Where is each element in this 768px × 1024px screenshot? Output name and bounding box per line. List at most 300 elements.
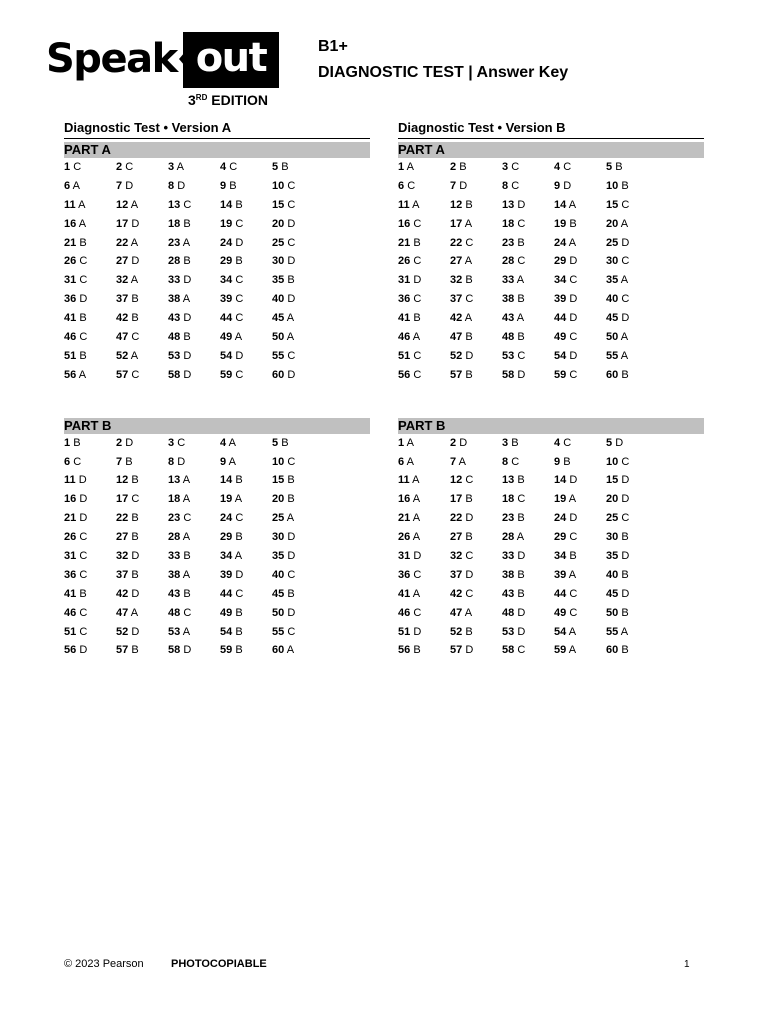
question-number: 58 [502,368,515,381]
answer-letter: C [621,455,630,468]
logo-edition [188,92,268,108]
answer-letter: C [517,493,526,506]
question-number: 56 [398,368,411,381]
question-number: 40 [606,568,619,581]
question-number: 36 [398,568,411,581]
question-number: 38 [168,293,181,306]
answer-letter: A [182,625,191,638]
answer-letter: C [287,198,296,211]
edition-suffix: RD [195,93,208,102]
answer-item [502,434,554,453]
answer-item [606,585,658,604]
answer-letter: D [287,368,296,381]
answer-letter: C [235,217,244,230]
question-number: 42 [116,312,129,325]
question-number: 6 [64,179,71,192]
answer-letter: B [563,455,571,468]
answer-item [554,566,606,585]
answer-item [502,623,554,642]
question-number: 54 [220,625,233,638]
answer-letter: D [621,474,630,487]
answer-letter: C [235,512,244,525]
answer-letter: A [412,512,421,525]
answer-letter: C [407,179,416,192]
answer-item [64,271,116,290]
answer-item [116,547,168,566]
question-number: 11 [64,198,76,211]
answer-letter: C [517,217,526,230]
answer-item [272,252,324,271]
question-number: 8 [168,455,175,468]
part-heading: PART A [398,142,704,158]
question-number: 59 [220,368,233,381]
answer-item [502,234,554,253]
answer-letter: C [183,512,192,525]
answer-letter: C [465,550,474,563]
answer-item [398,528,450,547]
answer-letter: D [235,236,244,249]
answer-letter: C [131,368,140,381]
answer-item [272,234,324,253]
answer-item [116,234,168,253]
answer-letter: A [516,274,525,287]
answer-letter: B [235,606,243,619]
answer-item [606,566,658,585]
answer-letter: B [517,587,525,600]
question-number: 3 [168,161,175,173]
answer-letter: A [568,568,577,581]
answer-letter: B [79,236,87,249]
question-number: 50 [606,331,619,344]
answer-item [272,528,324,547]
answer-item [220,366,272,385]
answer-grid [64,434,370,661]
question-number: 24 [220,512,233,525]
question-number: 21 [64,236,77,249]
question-number: 27 [116,255,129,268]
answer-item [168,158,220,177]
answer-letter: A [78,368,87,381]
answer-item [450,490,502,509]
question-number: 28 [168,255,181,268]
question-number: 60 [606,368,619,381]
question-number: 50 [272,606,285,619]
logo-box-word: out [183,32,279,88]
question-number: 6 [64,455,71,468]
question-number: 12 [116,198,129,211]
answer-item [272,347,324,366]
answer-item [272,309,324,328]
answer-item [502,528,554,547]
question-number: 53 [502,349,515,362]
question-number: 47 [116,606,129,619]
answer-item [272,490,324,509]
question-number: 33 [502,274,515,287]
answer-item [554,290,606,309]
question-number: 54 [554,349,567,362]
question-number: 26 [398,255,411,268]
answer-letter: C [125,161,134,173]
answer-letter: B [131,312,139,325]
answer-item [220,509,272,528]
question-number: 11 [398,474,410,487]
question-number: 41 [64,312,77,325]
version-b-column [398,120,704,660]
question-number: 38 [502,293,515,306]
question-number: 51 [398,625,411,638]
answer-item [220,252,272,271]
question-number: 5 [272,161,279,173]
answer-item [220,528,272,547]
answer-item [220,177,272,196]
answer-item [554,585,606,604]
answer-letter: A [182,236,191,249]
answer-item [116,271,168,290]
answer-letter: D [131,255,140,268]
answer-letter: A [182,474,191,487]
edition-number: 3 [188,92,196,108]
question-number: 37 [450,293,463,306]
answer-letter: A [568,198,577,211]
answer-item [554,309,606,328]
question-number: 31 [398,274,411,287]
answer-letter: A [620,625,629,638]
answer-item [272,271,324,290]
question-number: 57 [116,368,129,381]
question-number: 56 [64,644,77,657]
question-number: 43 [168,587,181,600]
answer-item [502,490,554,509]
question-number: 13 [502,198,515,211]
question-number: 39 [554,293,567,306]
answer-item [64,528,116,547]
question-number: 15 [272,474,285,487]
answer-item [554,641,606,660]
answer-item [272,453,324,472]
answer-item [502,347,554,366]
page-number: 1 [684,959,690,970]
answer-item [606,641,658,660]
answer-letter: C [465,236,474,249]
answer-letter: A [464,255,473,268]
answer-item [168,509,220,528]
question-number: 35 [606,274,619,287]
footer-photocopiable: PHOTOCOPIABLE [171,958,267,970]
answer-item [64,309,116,328]
question-number: 17 [450,493,463,506]
question-number: 43 [502,587,515,600]
question-number: 25 [272,236,285,249]
answer-letter: B [183,550,191,563]
answer-letter: C [569,274,578,287]
answer-item [554,623,606,642]
question-number: 32 [450,550,463,563]
question-number: 49 [554,331,567,344]
answer-letter: D [131,550,140,563]
answer-item [116,328,168,347]
question-number: 29 [220,255,233,268]
answer-item [606,623,658,642]
answer-letter: A [130,236,139,249]
answer-item [554,434,606,453]
answer-item [606,471,658,490]
question-number: 15 [272,198,285,211]
question-number: 44 [220,312,233,325]
answer-letter: D [621,587,630,600]
answer-letter: A [228,455,236,468]
question-number: 3 [168,436,175,449]
answer-item [398,215,450,234]
question-number: 16 [398,217,411,230]
question-number: 38 [502,568,515,581]
question-number: 60 [606,644,619,657]
answer-letter: D [183,349,192,362]
answer-item [220,490,272,509]
answer-letter: D [183,368,192,381]
answer-item [220,271,272,290]
answer-letter: C [287,349,296,362]
question-number: 42 [450,312,463,325]
question-number: 59 [554,644,567,657]
answer-item [64,158,116,177]
question-number: 30 [606,255,619,268]
answer-letter: A [182,531,191,544]
answer-item [64,215,116,234]
answer-item [450,309,502,328]
answer-letter: A [620,217,629,230]
answer-item [116,623,168,642]
question-number: 37 [116,293,129,306]
answer-item [168,641,220,660]
answer-letter: C [229,161,238,173]
answer-item [116,177,168,196]
question-number: 2 [450,436,457,449]
answer-item [398,252,450,271]
question-number: 45 [606,312,619,325]
answer-item [116,509,168,528]
answer-item [64,490,116,509]
question-number: 3 [502,161,509,173]
question-number: 39 [554,568,567,581]
question-number: 8 [502,455,509,468]
answer-item [554,177,606,196]
answer-item [220,328,272,347]
answer-item [606,528,658,547]
answer-letter: A [286,312,295,325]
answer-letter: C [183,198,192,211]
answer-letter: D [287,606,296,619]
edition-label: EDITION [211,92,269,108]
answer-letter: A [176,161,184,173]
question-number: 46 [398,331,411,344]
answer-letter: B [517,293,525,306]
answer-letter: A [234,331,243,344]
answer-letter: C [287,236,296,249]
answer-item [116,453,168,472]
answer-letter: A [286,512,295,525]
question-number: 8 [502,179,509,192]
answer-letter: B [131,474,139,487]
question-number: 7 [116,179,123,192]
answer-letter: C [79,255,88,268]
question-number: 18 [168,493,181,506]
answer-item [272,366,324,385]
answer-item [398,509,450,528]
answer-letter: A [130,349,139,362]
answer-item [554,604,606,623]
question-number: 48 [168,331,181,344]
question-number: 21 [398,236,411,249]
question-number: 41 [64,587,77,600]
question-number: 27 [116,531,129,544]
answer-item [554,490,606,509]
answer-grid [398,434,704,661]
answer-letter: B [183,255,191,268]
answer-item [554,196,606,215]
question-number: 25 [272,512,285,525]
question-number: 44 [220,587,233,600]
question-number: 36 [64,568,77,581]
question-number: 4 [220,161,227,173]
question-number: 17 [450,217,463,230]
answer-letter: B [183,217,191,230]
answer-item [272,215,324,234]
answer-item [502,453,554,472]
answer-item [398,347,450,366]
question-number: 59 [220,644,233,657]
answer-letter: B [413,312,421,325]
answer-item [168,290,220,309]
answer-item [450,623,502,642]
answer-letter: D [413,274,422,287]
answer-letter: D [235,349,244,362]
answer-item [450,252,502,271]
question-number: 5 [606,436,613,449]
answer-item [606,177,658,196]
answer-letter: A [568,625,577,638]
question-number: 33 [502,550,515,563]
question-number: 33 [168,274,181,287]
answer-letter: A [234,550,243,563]
question-number: 46 [64,331,77,344]
answer-letter: A [78,198,86,211]
question-number: 7 [116,455,123,468]
answer-item [398,453,450,472]
answer-letter: C [287,179,296,192]
answer-item [220,585,272,604]
answer-letter: B [235,474,243,487]
answer-letter: C [517,644,526,657]
answer-item [450,547,502,566]
answer-letter: C [235,312,244,325]
answer-letter: D [131,217,140,230]
answer-letter: B [517,236,525,249]
question-number: 23 [502,236,515,249]
answer-item [116,252,168,271]
answer-letter: D [569,312,578,325]
answer-letter: C [287,625,296,638]
answer-letter: C [73,161,82,173]
answer-letter: C [413,606,422,619]
answer-item [272,641,324,660]
answer-letter: C [79,606,88,619]
question-number: 1 [398,161,405,173]
answer-letter: C [621,293,630,306]
question-number: 19 [554,217,567,230]
answer-item [64,252,116,271]
answer-item [554,271,606,290]
answer-letter: B [459,161,467,173]
question-number: 24 [554,236,567,249]
answer-item [220,347,272,366]
answer-letter: D [517,368,526,381]
answer-item [450,347,502,366]
answer-item [64,196,116,215]
answer-item [64,604,116,623]
question-number: 32 [116,550,129,563]
answer-letter: D [79,293,88,306]
part-heading: PART B [398,418,704,434]
answer-letter: A [182,293,191,306]
question-number: 54 [554,625,567,638]
answer-letter: D [79,512,88,525]
question-number: 43 [168,312,181,325]
answer-letter: C [621,512,630,525]
answer-letter: B [287,493,295,506]
question-number: 51 [64,625,77,638]
question-number: 60 [272,644,285,657]
answer-letter: C [235,587,244,600]
answer-item [398,604,450,623]
answer-item [398,547,450,566]
answer-letter: C [517,255,526,268]
question-number: 10 [606,179,619,192]
answer-letter: D [183,274,192,287]
question-number: 32 [450,274,463,287]
answer-grid [398,158,704,385]
question-number: 35 [272,274,285,287]
question-number: 23 [168,236,181,249]
answer-letter: A [406,455,414,468]
answer-item [168,347,220,366]
answer-item [220,434,272,453]
question-number: 12 [450,474,463,487]
question-number: 11 [398,198,410,211]
answer-letter: B [413,236,421,249]
question-number: 21 [398,512,411,525]
answer-item [398,177,450,196]
question-number: 54 [220,349,233,362]
answer-letter: B [183,587,191,600]
question-number: 60 [272,368,285,381]
question-number: 3 [502,436,509,449]
question-number: 33 [168,550,181,563]
question-number: 34 [220,550,233,563]
answer-letter: B [465,198,473,211]
answer-letter: D [615,436,624,449]
answer-letter: D [413,625,422,638]
question-number: 53 [168,625,181,638]
question-number: 28 [168,531,181,544]
answer-item [606,509,658,528]
answer-item [220,641,272,660]
answer-item [606,347,658,366]
question-number: 19 [554,493,567,506]
question-number: 36 [398,293,411,306]
answer-letter: B [465,274,473,287]
question-number: 41 [398,312,411,325]
question-number: 25 [606,236,619,249]
